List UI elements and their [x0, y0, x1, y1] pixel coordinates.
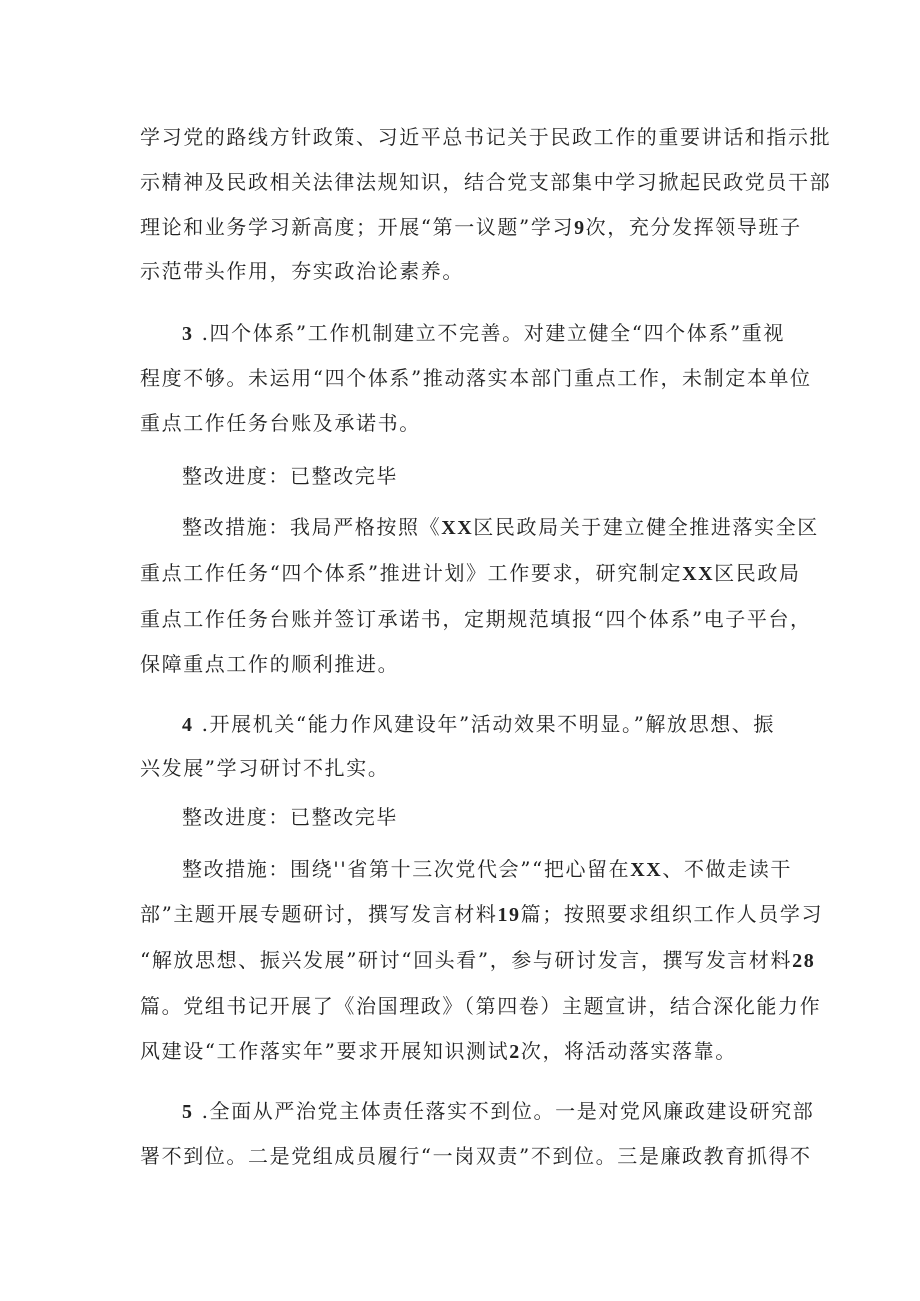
text-line: 署不到位。二是党组成员履行“一岗双责”不到位。三是廉政教育抓得不	[140, 1144, 812, 1168]
text-line: 风建设“工作落实年”要求开展知识测试2次，将活动落实落靠。	[140, 1039, 737, 1063]
text-line: 示范带头作用，夯实政治论素养。	[140, 259, 464, 283]
bold-number: 9	[574, 217, 586, 239]
progress-line: 整改进度：已整改完毕	[182, 805, 398, 829]
item-number: 5	[182, 1101, 194, 1123]
text-line: 部”主题开展专题研讨，撰写发言材料19篇；按照要求组织工作人员学习	[140, 902, 824, 926]
item-number: 4	[182, 714, 194, 736]
item-number: 3	[182, 323, 194, 345]
text-line: 兴发展”学习研讨不扎实。	[140, 756, 390, 780]
item-heading: 5 .全面从严治党主体责任落实不到位。一是对党风廉政建设研究部	[182, 1099, 815, 1123]
bold-text: XX	[682, 563, 715, 585]
text-line: 重点工作任务台账并签订承诺书，定期规范填报“四个体系”电子平台，	[140, 607, 812, 631]
bold-number: 19	[497, 904, 521, 926]
bold-text: XX	[441, 517, 474, 539]
text-line: 重点工作任务“四个体系”推进计划》工作要求，研究制定XX区民政局	[140, 561, 801, 585]
bold-text: XX	[630, 859, 663, 881]
measures-line: 整改措施：我局严格按照《XX区民政局关于建立健全推进落实全区	[182, 515, 819, 539]
text-line: 学习党的路线方针政策、习近平总书记关于民政工作的重要讲话和指示批	[140, 125, 832, 149]
text-line: 篇。党组书记开展了《治国理政》（第四卷）主题宣讲，结合深化能力作	[140, 994, 822, 1018]
bold-number: 28	[792, 950, 816, 972]
bold-number: 2	[509, 1041, 521, 1063]
text-line: 程度不够。未运用“四个体系”推动落实本部门重点工作，未制定本单位	[140, 366, 812, 390]
text-line: 保障重点工作的顺利推进。	[140, 652, 400, 676]
text-line: 重点工作任务台账及承诺书。	[140, 411, 421, 435]
item-heading: 4 .开展机关“能力作风建设年”活动效果不明显。”解放思想、振	[182, 712, 776, 736]
progress-line: 整改进度：已整改完毕	[182, 464, 398, 488]
measures-line: 整改措施：围绕''省第十三次党代会”“把心留在XX、不做走读干	[182, 857, 792, 881]
item-heading: 3 .四个体系”工作机制建立不完善。对建立健全“四个体系”重视	[182, 321, 786, 345]
text-line: “解放思想、振兴发展”研讨“回头看”，参与研讨发言，撰写发言材料28	[140, 948, 816, 972]
text-line: 理论和业务学习新高度；开展“第一议题”学习9次，充分发挥领导班子	[140, 215, 802, 239]
text-line: 示精神及民政相关法律法规知识，结合党支部集中学习掀起民政党员干部	[140, 170, 832, 194]
